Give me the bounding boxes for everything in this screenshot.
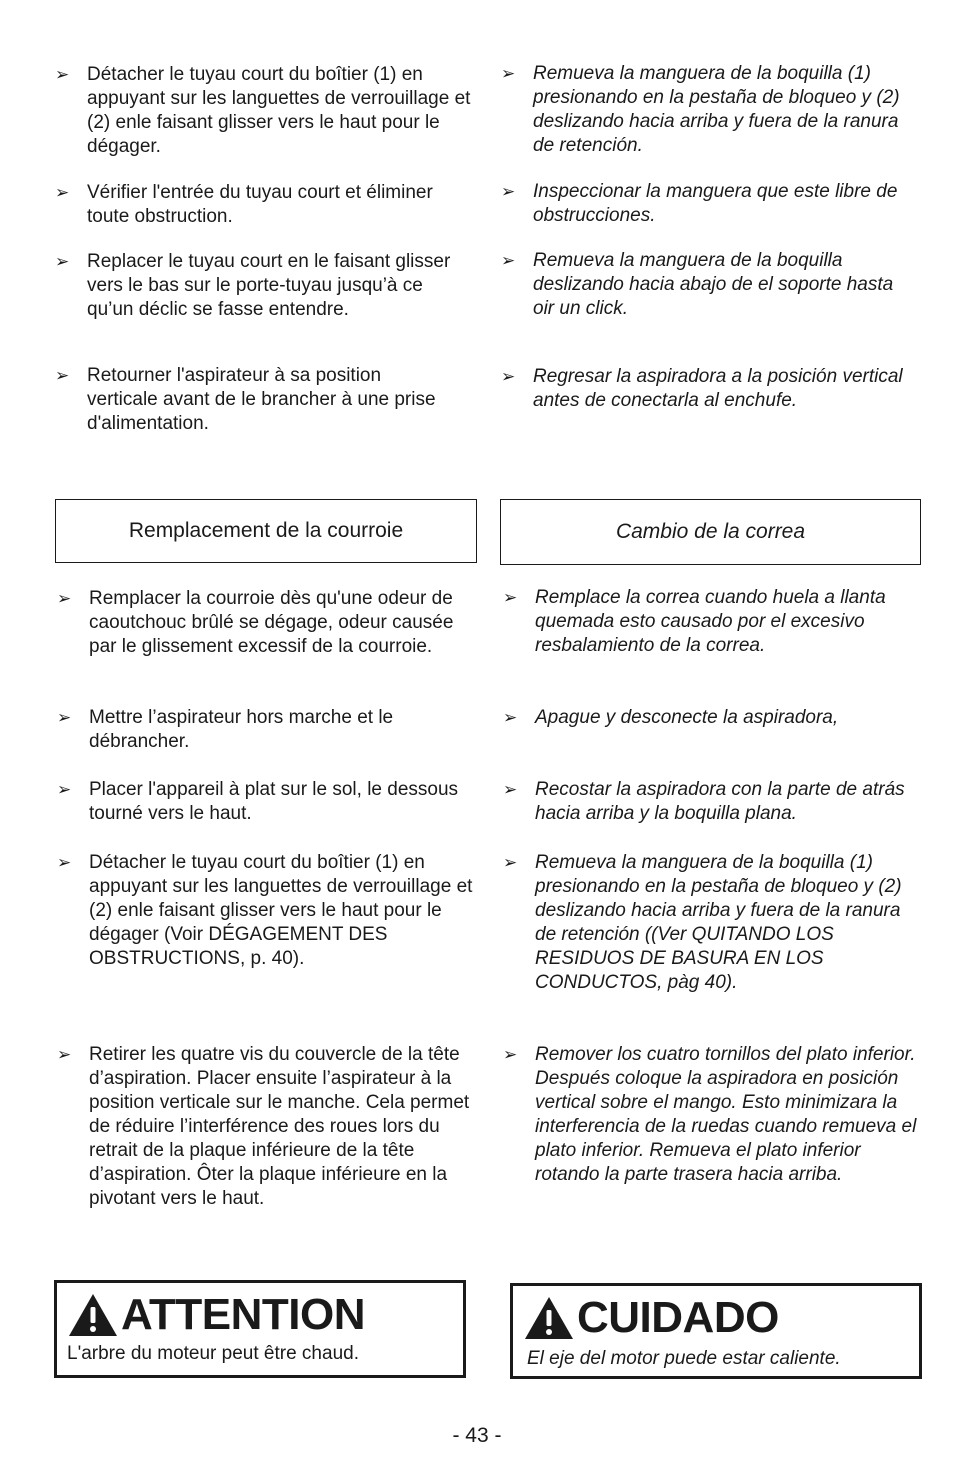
instruction-es-8 <box>503 851 921 995</box>
instruction-es-9 <box>503 1043 921 1187</box>
arrow-bullet-icon: ➢ <box>55 366 70 386</box>
section-heading-es: Cambio de la correa <box>500 499 921 565</box>
warning-title: ATTENTION <box>121 1290 365 1339</box>
arrow-bullet-icon: ➢ <box>57 1045 72 1065</box>
instruction-text: Remover los cuatro tornillos del plato inferior. Después coloque la aspiradora en posición vertical sobre el mango. Esto minimizara la interferencia de la ruedas cuando remueva el plato inferior. Remueva el plato inferior rotando la parte trasera hacia arriba. <box>535 1044 917 1185</box>
arrow-bullet-icon: ➢ <box>57 708 72 728</box>
arrow-bullet-icon: ➢ <box>501 251 516 271</box>
instruction-fr-3 <box>55 250 455 322</box>
warning-message: El eje del motor puede estar caliente. <box>527 1348 841 1369</box>
instruction-text: Recostar la aspiradora con la parte de atrás hacia arriba y la boquilla plana. <box>535 779 905 824</box>
warning-title: CUIDADO <box>577 1293 779 1342</box>
instruction-fr-9 <box>57 1043 482 1211</box>
page-number: - 43 - <box>452 1424 502 1447</box>
warning-triangle-icon <box>523 1295 575 1341</box>
warning-box-es <box>510 1283 922 1379</box>
arrow-bullet-icon: ➢ <box>55 65 70 85</box>
warning-message: L'arbre du moteur peut être chaud. <box>67 1343 359 1364</box>
instruction-fr-8 <box>57 851 482 971</box>
instruction-es-1 <box>501 62 921 158</box>
arrow-bullet-icon: ➢ <box>503 1045 518 1065</box>
arrow-bullet-icon: ➢ <box>55 183 70 203</box>
arrow-bullet-icon: ➢ <box>503 780 518 800</box>
instruction-text: Retourner l'aspirateur à sa position verticale avant de le brancher à une prise d'alimentation. <box>87 365 436 434</box>
instruction-es-3 <box>501 249 901 321</box>
instruction-es-7 <box>503 778 921 826</box>
arrow-bullet-icon: ➢ <box>55 252 70 272</box>
warning-box-fr <box>54 1280 466 1378</box>
instruction-text: Remplace la correa cuando huela a llanta quemada esto causado por el excesivo resbalamiento de la correa. <box>535 587 886 656</box>
arrow-bullet-icon: ➢ <box>501 367 516 387</box>
arrow-bullet-icon: ➢ <box>57 589 72 609</box>
instruction-text: Replacer le tuyau court en le faisant glisser vers le bas sur le porte-tuyau jusqu’à ce qu’un déclic se fasse entendre. <box>87 251 451 320</box>
instruction-text: Placer l'appareil à plat sur le sol, le dessous tourné vers le haut. <box>89 779 459 824</box>
instruction-fr-6 <box>57 706 482 754</box>
instruction-es-4 <box>501 365 921 413</box>
instruction-text: Remueva la manguera de la boquilla (1) presionando en la pestaña de bloqueo y (2) deslizando hacia arriba y fuera de la ranura de retención. <box>533 63 900 156</box>
instruction-text: Détacher le tuyau court du boîtier (1) en appuyant sur les languettes de verrouillage et (2) enle faisant glisser vers le haut pour le dégager (Voir DÉGAGEMENT DES OBSTRUCTIONS, p. 40). <box>89 852 473 969</box>
arrow-bullet-icon: ➢ <box>501 182 516 202</box>
instruction-text: Remueva la manguera de la boquilla (1) presionando en la pestaña de bloqueo y (2) deslizando hacia arriba y fuera de la ranura de retención ((Ver QUITANDO LOS RESIDUOS DE BASURA EN LOS CONDUCTOS, pàg 40). <box>535 852 902 993</box>
warning-header <box>523 1292 779 1344</box>
instruction-es-2 <box>501 180 921 228</box>
arrow-bullet-icon: ➢ <box>57 853 72 873</box>
instruction-text: Remueva la manguera de la boquilla deslizando hacia abajo de el soporte hasta oir un click. <box>533 250 894 319</box>
instruction-text: Inspeccionar la manguera que este libre de obstrucciones. <box>533 181 898 226</box>
arrow-bullet-icon: ➢ <box>57 780 72 800</box>
instruction-text: Mettre l’aspirateur hors marche et le débrancher. <box>89 707 394 752</box>
instruction-fr-1 <box>55 63 480 159</box>
instruction-text: Détacher le tuyau court du boîtier (1) en appuyant sur les languettes de verrouillage et (2) enle faisant glisser vers le haut pour le dégager. <box>87 64 471 157</box>
warning-header <box>67 1289 365 1341</box>
instruction-text: Remplacer la courroie dès qu'une odeur de caoutchouc brûlé se dégage, odeur causée par le glissement excessif de la courroie. <box>89 588 454 657</box>
arrow-bullet-icon: ➢ <box>503 853 518 873</box>
instruction-es-5 <box>503 586 908 658</box>
arrow-bullet-icon: ➢ <box>503 588 518 608</box>
instruction-text: Retirer les quatre vis du couvercle de la tête d’aspiration. Placer ensuite l’aspirateur à la position verticale sur le manche. Cela permet de réduire l’interférence des roues lors du retrait de la plaque inférieure de la tête d’aspiration. Ôter la plaque inférieure en la pivotant vers le haut. <box>89 1044 470 1209</box>
instruction-fr-4 <box>55 364 455 436</box>
instruction-text: Vérifier l'entrée du tuyau court et éliminer toute obstruction. <box>87 182 433 227</box>
instruction-fr-7 <box>57 778 482 826</box>
instruction-text: Regresar la aspiradora a la posición vertical antes de conectarla al enchufe. <box>533 366 903 411</box>
instruction-fr-2 <box>55 181 480 229</box>
instruction-es-6 <box>503 706 921 730</box>
instruction-fr-5 <box>57 587 482 659</box>
instruction-text: Apague y desconecte la aspiradora, <box>535 707 839 728</box>
arrow-bullet-icon: ➢ <box>503 708 518 728</box>
section-heading-fr: Remplacement de la courroie <box>55 499 477 563</box>
arrow-bullet-icon: ➢ <box>501 64 516 84</box>
warning-triangle-icon <box>67 1292 119 1338</box>
